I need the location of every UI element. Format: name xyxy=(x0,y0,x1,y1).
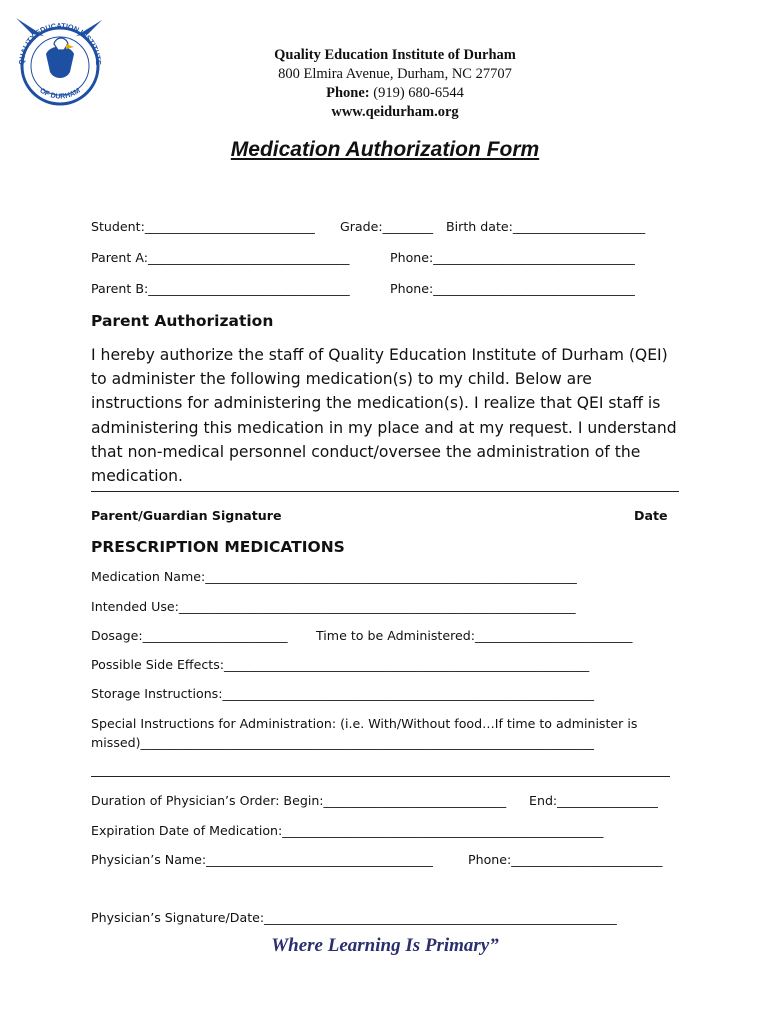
physician-phone-field[interactable]: Phone:________________________ xyxy=(468,852,663,867)
parent-a-phone-field[interactable]: Phone:________________________________ xyxy=(390,250,635,265)
expiration-date-field[interactable]: Expiration Date of Medication:___________________________________________________ xyxy=(91,823,604,838)
parent-authorization-heading: Parent Authorization xyxy=(91,312,274,330)
special-instructions-extra-line[interactable] xyxy=(91,776,670,777)
logo-text-bottom: OF DURHAM xyxy=(38,85,82,101)
form-title: Medication Authorization Form xyxy=(230,138,540,161)
time-administered-field[interactable]: Time to be Administered:_________________________ xyxy=(316,628,633,643)
eagle-logo xyxy=(10,14,110,106)
parent-signature-label: Parent/Guardian Signature xyxy=(91,508,282,523)
org-phone xyxy=(190,84,600,103)
special-instructions-label: Special Instructions for Administration: (i.e. With/Without food…If time to administer is xyxy=(91,716,638,731)
grade-field[interactable]: Grade:________ xyxy=(340,219,434,234)
storage-instructions-field[interactable]: Storage Instructions:___________________________________________________________ xyxy=(91,686,594,701)
parent-date-label: Date xyxy=(634,508,668,523)
order-end-field[interactable]: End:________________ xyxy=(529,793,658,808)
intended-use-field[interactable]: Intended Use:_______________________________________________________________ xyxy=(91,599,576,614)
footer-slogan: Where Learning Is Primary” xyxy=(271,935,499,956)
side-effects-field[interactable]: Possible Side Effects:__________________________________________________________ xyxy=(91,657,590,672)
phone-label: Phone: xyxy=(326,85,370,101)
birth-date-field[interactable]: Birth date:_____________________ xyxy=(446,219,646,234)
medication-name-field[interactable]: Medication Name:___________________________________________________________ xyxy=(91,569,577,584)
prescription-heading: PRESCRIPTION MEDICATIONS xyxy=(91,538,345,556)
logo-text-top: QUALITY EDUCATION INSTITUTE xyxy=(16,20,104,66)
parent-b-field[interactable]: Parent B:________________________________ xyxy=(91,281,350,296)
org-website[interactable]: www.qeidurham.org xyxy=(331,104,459,120)
order-begin-field[interactable]: Duration of Physician’s Order: Begin:_____________________________ xyxy=(91,793,507,808)
org-address: 800 Elmira Avenue, Durham, NC 27707 xyxy=(278,66,512,82)
dosage-field[interactable]: Dosage:_______________________ xyxy=(91,628,288,643)
authorization-text: I hereby authorize the staff of Quality Education Institute of Durham (QEI) to administer the following medication(s) to my child. Below are instructions for administering the medication(s). I realize that QEI staff is administering this medication in my place and at my request. I understand that non-medical personnel conduct/oversee the administration of the medication. xyxy=(91,346,677,486)
parent-b-phone-field[interactable]: Phone:________________________________ xyxy=(390,281,635,296)
parent-signature-line[interactable] xyxy=(91,477,679,492)
parent-a-field[interactable]: Parent A:________________________________ xyxy=(91,250,350,265)
phone-value: (919) 680-6544 xyxy=(373,85,464,101)
physician-signature-field[interactable]: Physician’s Signature/Date:________________________________________________________ xyxy=(91,910,617,925)
student-field[interactable]: Student:___________________________ xyxy=(91,219,315,234)
physician-name-field[interactable]: Physician’s Name:____________________________________ xyxy=(91,852,433,867)
special-instructions-field[interactable]: missed)________________________________________________________________________ xyxy=(91,735,594,750)
org-name: Quality Education Institute of Durham xyxy=(274,47,516,63)
